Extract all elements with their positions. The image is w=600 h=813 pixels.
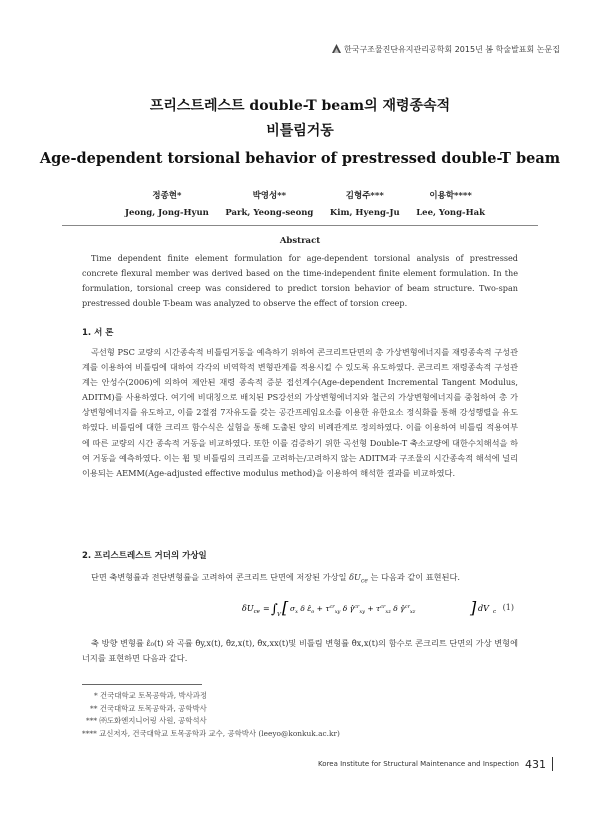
title-korean-line2: 비틀림거동 [266, 123, 334, 139]
equation-number: (1) [502, 603, 514, 612]
author-4 [416, 188, 485, 222]
journal-logo-icon [332, 44, 341, 53]
svg-text:[: [ [282, 598, 289, 617]
author-name-en: Jeong, Jong-Hyun [125, 208, 209, 218]
journal-header [332, 44, 560, 55]
author-3 [330, 188, 400, 222]
title-english: Age-dependent torsional behavior of prestressed double-T beam [39, 150, 561, 167]
title-divider [62, 225, 538, 226]
footnote-1: * 건국대학교 토목공학과, 박사과정 [94, 691, 208, 700]
equation-1 [242, 597, 512, 619]
title-korean-line1: 프리스트레스트 double-T beam의 재령종속적 [149, 98, 451, 114]
svg-text:V: V [277, 612, 281, 618]
svg-text:dV: dV [478, 604, 489, 613]
section2-intro-text: 단면 축변형률과 전단변형률을 고려하여 콘크리트 단면에 저장된 가상일 [91, 572, 347, 582]
section2-heading: 2. 프리스트레스트 거더의 가상일 [82, 551, 207, 561]
abstract-text: Time dependent finite element formulation for age-dependent torsional analysis of prestressed concrete flexural member was derived based on the time-independent finite element formulation. In the formulation, torsional creep was considered to predict torsion behavior of beam structure. Two-span prestressed double T-beam was analyzed to observe the effect of torsion creep. [82, 253, 518, 308]
svg-text:c: c [493, 609, 497, 615]
journal-title: 한국구조물진단유지관리공학회 2015년 봄 학술발표회 논문집 [343, 45, 560, 54]
virtual-work-symbol: $\delta U_{ce}$ [349, 572, 368, 585]
footnote-2: ** 건국대학교 토목공학과, 공학박사 [90, 703, 207, 713]
footer-bar [552, 757, 553, 771]
author-1 [125, 188, 209, 222]
author-2 [225, 188, 313, 222]
equation-rhs: $\sigma_x$ δ $\varepsilon̂_o + \tau^{cr}_{xy}$ δ γ̂$^{cr}_{xy}$ + $\tau^{cr}_{xz}$ δ γ̂$^{cr}_{xz}$ [290, 604, 416, 615]
svg-text:]: ] [470, 598, 477, 617]
footnote-divider [82, 684, 202, 685]
equation-lhs: $\delta U_{ce}$ [242, 604, 260, 615]
section1-body: 곡선형 PSC 교량의 시간종속적 비틀림거동을 예측하기 위하여 콘크리트단면의 총 가상변형에너지를 재령종속적 구성관계를 이용하여 비틀림에 대하여 각각의 비역학적 변형관계를 적용시킬 수 있도록 유도하였다. 콘크리트 재령종속적 구성관계는 안성수(2006)에 의하여 제안된 재령 종속적 증분 접선계수(Age-dependent Incremental Tangent Modulus, ADITM)를 사용하였다. 여기에 비대칭으로 배치된 PS강선의 가상변형에너지와 철근의 가상변형에너지를 중첩하여 총 가상변형에너지를 유도하고, 이를 2절점 7자유도를 갖는 공간프레임요소를 이용한 유한요소 정식화를 통해 강성행렬을 유도하였다. 비틀림에 대한 크리프 함수식은 실험을 통해 도출된 양의 비례관계로 정의하였다. 이를 이용하여 비틀림 적용여부에 따른 교량의 시간 종속적 거동을 비교하였다. 또한 이를 검증하기 위한 곡선형 Double-T 축소교량에 대한수치해석을 하여 거동을 예측하였다. 이는 휨 및 비틀림의 크리프를 고려하는/고려하지 않는 ADITM과 구조물의 시간종속적 해석에 널리 이용되는 AEMM(Age-adjusted effective modulus method)을 이용하여 해석한 결과를 비교하였다. [82, 347, 518, 478]
section1-heading: 1. 서 론 [82, 328, 114, 338]
abstract-heading: Abstract [279, 236, 321, 246]
footer-institute: Korea Institute for Structural Maintenance and Inspection [318, 760, 519, 768]
author-name-en: Lee, Yong-Hak [416, 208, 485, 218]
author-name-ko: 박영성** [252, 191, 287, 201]
section2-intro [82, 570, 518, 589]
footnotes [82, 690, 340, 740]
page-footer [318, 757, 553, 771]
section2-intro-tail: 는 다음과 같이 표현된다. [370, 572, 460, 582]
page-number: 431 [525, 757, 546, 771]
author-name-ko: 이용학**** [429, 191, 472, 201]
equation-1-figure [242, 597, 512, 619]
footnote-4: **** 교신저자, 건국대학교 토목공학과 교수, 공학박사 (leeyo@konkuk.ac.kr) [82, 728, 340, 738]
author-name-en: Park, Yeong-seong [225, 208, 314, 218]
author-list [125, 188, 485, 222]
footnote-3: *** ㈜도화엔지니어링 사원, 공학석사 [86, 716, 207, 725]
author-name-ko: 정종현* [152, 191, 182, 201]
author-name-en: Kim, Hyeng-Ju [329, 208, 400, 218]
svg-text:∫: ∫ [271, 602, 278, 617]
author-name-ko: 김형주*** [345, 191, 384, 201]
section2-after-text: 축 방향 변형률 ε̂₀(t) 와 곡률 θ̂y,x(t), θ̂z,x(t), θ̂x,xx(t)및 비틀림 변형률 θ̂x,x(t)의 함수로 콘크리트 단면의 가상 변형에너지를 표현하면 다음과 같다. [82, 638, 518, 664]
svg-text:=: = [263, 604, 270, 613]
